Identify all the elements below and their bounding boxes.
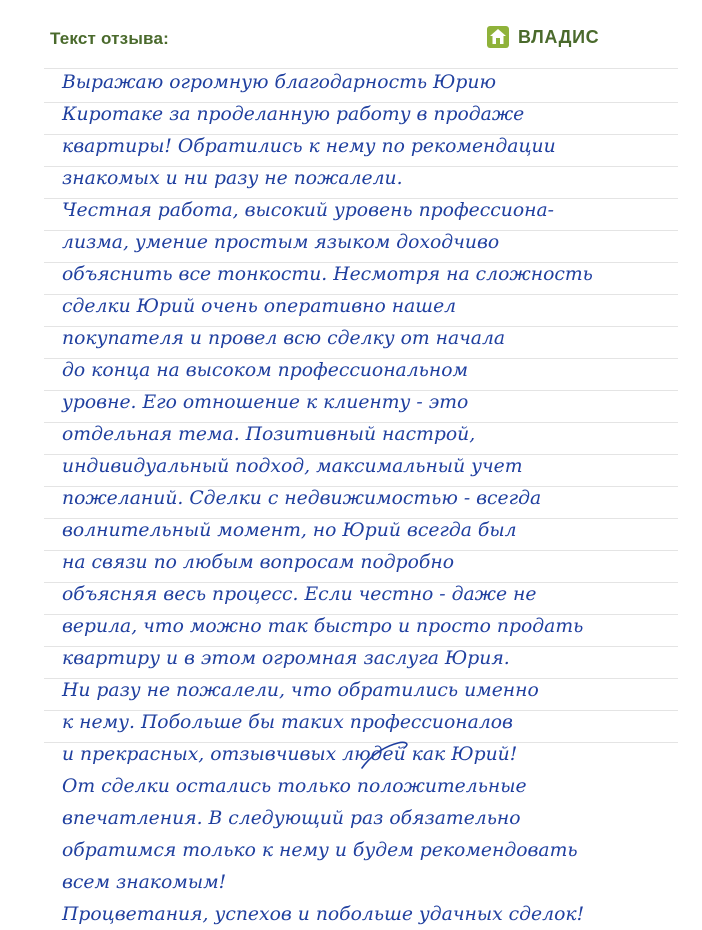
- handwritten-line: сделки Юрий очень оперативно нашел: [62, 295, 457, 317]
- brand-logo: [486, 24, 599, 50]
- page-header: [0, 0, 702, 58]
- handwritten-line: Процветания, успехов и побольше удачных сделок!: [62, 903, 585, 925]
- handwritten-line: объяснить все тонкости. Несмотря на сложность: [62, 263, 593, 285]
- handwritten-line: верила, что можно так быстро и просто продать: [62, 615, 584, 637]
- handwritten-review: [62, 66, 682, 930]
- handwritten-line: всем знакомым!: [62, 871, 227, 893]
- handwritten-line: до конца на высоком профессиональном: [62, 359, 469, 381]
- handwritten-line: к нему. Побольше бы таких профессионалов: [62, 711, 513, 733]
- handwritten-line: Ни разу не пожалели, что обратились именно: [62, 679, 539, 701]
- handwritten-line: уровне. Его отношение к клиенту - это: [62, 391, 469, 413]
- review-text-label: Текст отзыва:: [50, 29, 169, 48]
- house-icon: [486, 25, 510, 49]
- handwritten-line: квартиру и в этом огромная заслуга Юрия.: [62, 647, 510, 669]
- handwritten-line: знакомых и ни разу не пожалели.: [62, 167, 403, 189]
- handwritten-line: Выражаю огромную благодарность Юрию: [62, 71, 497, 93]
- handwritten-line: отдельная тема. Позитивный настрой,: [62, 423, 476, 445]
- handwritten-line: квартиры! Обратились к нему по рекомендации: [62, 135, 556, 157]
- handwritten-line: обратимся только к нему и будем рекомендовать: [62, 839, 578, 861]
- brand-name: ВЛАДИС: [518, 26, 600, 47]
- handwritten-line: От сделки остались только положительные: [62, 775, 527, 797]
- handwritten-line: лизма, умение простым языком доходчиво: [62, 231, 500, 253]
- handwritten-line: Честная работа, высокий уровень профессиона-: [62, 199, 555, 221]
- handwritten-line: волнительный момент, но Юрий всегда был: [62, 519, 517, 541]
- handwritten-line: и прекрасных, отзывчивых людей как Юрий!: [62, 743, 518, 765]
- signature-stroke: [358, 740, 418, 770]
- handwritten-line: на связи по любым вопросам подробно: [62, 551, 455, 573]
- handwritten-line: объясняя весь процесс. Если честно - даже не: [62, 583, 537, 605]
- handwritten-line: индивидуальный подход, максимальный учет: [62, 455, 523, 477]
- handwritten-line: впечатления. В следующий раз обязательно: [62, 807, 521, 829]
- handwritten-line: Киротаке за проделанную работу в продаже: [62, 103, 525, 125]
- handwritten-line: покупателя и провел всю сделку от начала: [62, 327, 506, 349]
- handwritten-line: пожеланий. Сделки с недвижимостью - всегда: [62, 487, 542, 509]
